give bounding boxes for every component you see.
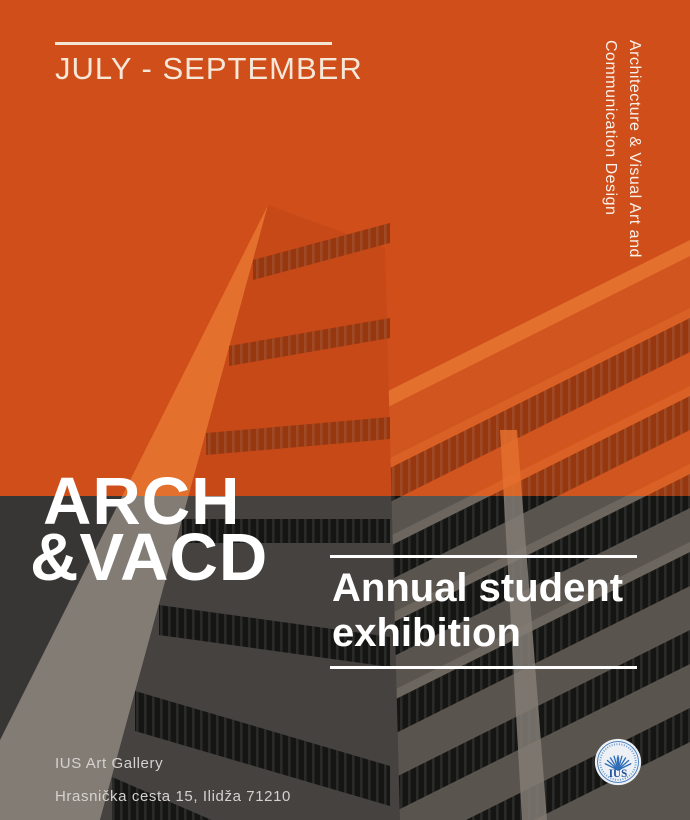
department-vertical-label [598,40,646,258]
department-line-2: Communication Design [602,40,619,216]
subtitle-rule-bottom [330,666,637,669]
poster-subtitle [332,566,637,656]
title-line-2: &VACD [30,520,269,596]
subtitle-rule-top [330,555,637,558]
ius-logo-seal [594,738,642,786]
subtitle-line-2: exhibition [332,610,521,655]
date-range [55,42,363,87]
department-line-1: Architecture & Visual Art and [626,40,643,258]
ius-logo [594,738,642,786]
poster-title [30,464,269,596]
subtitle-block [330,555,637,669]
subtitle-line-1: Annual student [332,566,624,610]
date-rule [55,42,332,45]
title-line-1: ARCH [43,464,241,539]
address-label: Hrasnička cesta 15, Ilidža 71210 [55,788,291,805]
venue-label: IUS Art Gallery [55,755,164,772]
date-range-label: JULY - SEPTEMBER [55,51,363,86]
logo-text: IUS [608,768,628,781]
